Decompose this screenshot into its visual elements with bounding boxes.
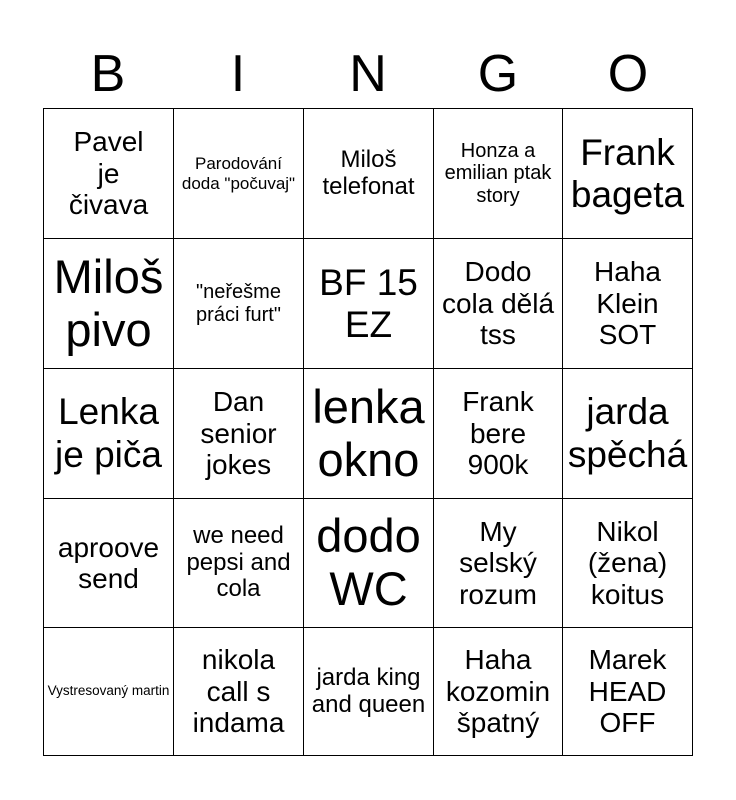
bingo-cell-text: "neřešme práci furt"	[196, 281, 281, 326]
bingo-cell-r5-c2[interactable]	[174, 628, 304, 756]
bingo-cell-text: BF 15 EZ	[319, 262, 418, 345]
bingo-cell-text: Haha Klein SOT	[594, 256, 661, 351]
bingo-cell-text: Marek HEAD OFF	[588, 644, 667, 739]
bingo-cell-text: Frank bageta	[570, 132, 685, 215]
bingo-cell-r4-c3[interactable]	[304, 499, 434, 628]
bingo-cell-r1-c5[interactable]	[563, 109, 693, 239]
bingo-cell-text: Dan senior jokes	[200, 386, 277, 481]
bingo-cell-r2-c3[interactable]	[304, 239, 434, 369]
bingo-cell-text: jarda spěchá	[567, 390, 688, 475]
bingo-cell-r3-c2[interactable]	[174, 369, 304, 499]
bingo-cell-text: My selský rozum	[459, 515, 537, 610]
bingo-header	[43, 40, 693, 108]
bingo-cell-r4-c4[interactable]	[434, 499, 563, 628]
bingo-cell-r4-c5[interactable]	[563, 499, 693, 628]
bingo-cell-text: Vystresovaný martin	[47, 683, 170, 699]
bingo-cell-r1-c3[interactable]	[304, 109, 434, 239]
header-letter-o: O	[607, 45, 649, 103]
bingo-cell-r5-c3[interactable]	[304, 628, 434, 756]
bingo-cell-r3-c4[interactable]	[434, 369, 563, 499]
bingo-cell-text: Dodo cola dělá tss	[441, 256, 555, 351]
bingo-cell-r4-c1[interactable]	[44, 499, 174, 628]
bingo-cell-text: Miloš pivo	[53, 249, 164, 356]
bingo-board	[43, 108, 693, 756]
header-letter-b: B	[90, 45, 126, 103]
bingo-cell-r5-c1[interactable]	[44, 628, 174, 756]
bingo-cell-r2-c4[interactable]	[434, 239, 563, 369]
bingo-cell-text: Honza a emilian ptak story	[444, 139, 552, 207]
header-letter-i: I	[230, 45, 246, 103]
header-letter-g: G	[477, 45, 519, 103]
bingo-cell-r1-c2[interactable]	[174, 109, 304, 239]
bingo-cell-r3-c1[interactable]	[44, 369, 174, 499]
bingo-cell-r3-c3[interactable]	[304, 369, 434, 499]
bingo-cell-text: nikola call s indama	[192, 644, 285, 739]
bingo-cell-text: Parodování doda "počuvaj"	[181, 154, 296, 193]
bingo-cell-r2-c2[interactable]	[174, 239, 304, 369]
bingo-cell-text: Haha kozomin špatný	[445, 644, 551, 739]
bingo-cell-text: lenka okno	[312, 379, 425, 486]
bingo-cell-r1-c4[interactable]	[434, 109, 563, 239]
bingo-cell-r2-c5[interactable]	[563, 239, 693, 369]
bingo-cell-r5-c4[interactable]	[434, 628, 563, 756]
bingo-cell-text: Lenka je piča	[55, 390, 162, 475]
bingo-cell-text: Nikol (žena) koitus	[587, 515, 668, 610]
bingo-cell-r3-c5[interactable]	[563, 369, 693, 499]
bingo-cell-text: aproove send	[57, 531, 160, 594]
bingo-cell-r1-c1[interactable]	[44, 109, 174, 239]
bingo-cell-text: jarda king and queen	[311, 663, 426, 718]
bingo-cell-text: Miloš telefonat	[322, 145, 415, 200]
bingo-cell-text: Frank bere 900k	[462, 386, 534, 481]
bingo-cell-text: we need pepsi and cola	[186, 521, 291, 603]
bingo-cell-r4-c2[interactable]	[174, 499, 304, 628]
bingo-cell-r2-c1[interactable]	[44, 239, 174, 369]
bingo-cell-text: dodo WC	[316, 509, 421, 615]
bingo-cell-r5-c5[interactable]	[563, 628, 693, 756]
header-letter-n: N	[349, 45, 387, 103]
bingo-cell-text: Pavel je čivava	[68, 126, 149, 221]
